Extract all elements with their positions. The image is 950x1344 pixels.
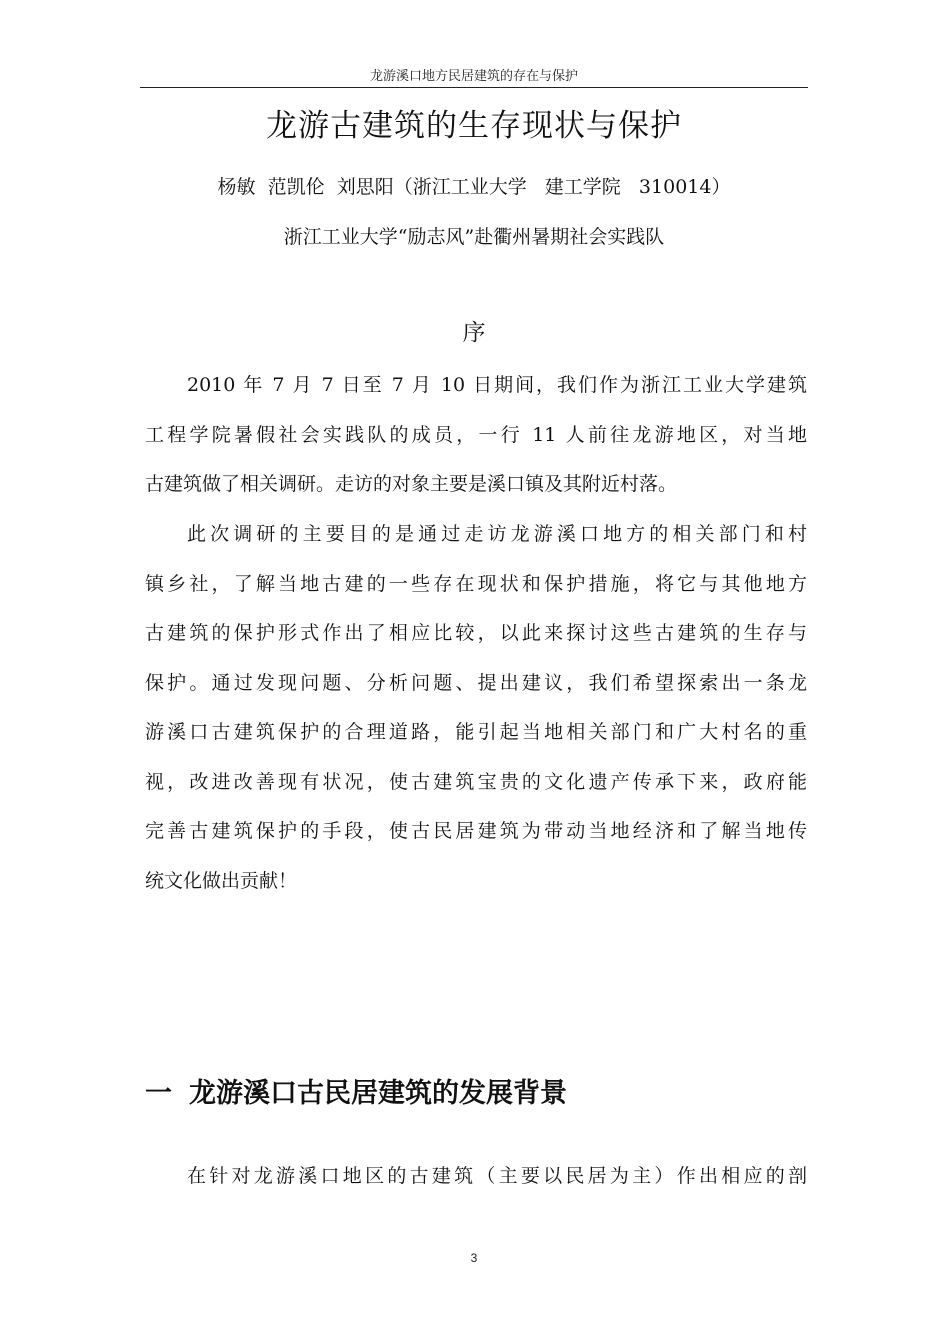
text-line: 视，改进改善现有状况，使古建筑宝贵的文化遗产传承下来，政府能 — [145, 770, 807, 793]
running-header: 龙游溪口地方民居建筑的存在与保护 — [369, 69, 578, 84]
header-rule — [140, 87, 808, 88]
text-line: 统文化做出贡献！ — [145, 869, 298, 892]
text-line: 保护。通过发现问题、分析问题、提出建议，我们希望探索出一条龙 — [145, 671, 807, 694]
preface-paragraph-1 — [145, 361, 807, 510]
text-line: 2010 年 7 月 7 日至 7 月 10 日期间，我们作为浙江工业大学建筑 — [187, 374, 807, 396]
text-line: 完善古建筑保护的手段，使古民居建筑为带动当地经济和了解当地传 — [145, 820, 807, 842]
text-line: 在针对龙游溪口地区的古建筑（主要以民居为主）作出相应的剖 — [187, 1165, 807, 1187]
text-line: 古建筑做了相关调研。走访的对象主要是溪口镇及其附近村落。 — [145, 473, 678, 495]
text-line: 此次调研的主要目的是通过走访龙游溪口地方的相关部门和村 — [187, 523, 807, 545]
authors-line: 杨敏 范凯伦 刘思阳（浙江工业大学 建工学院 310014） — [217, 176, 731, 198]
page-number: 3 — [470, 1251, 478, 1265]
text-line: 古建筑的保护形式作出了相应比较，以此来探讨这些古建筑的生存与 — [145, 622, 807, 644]
text-line: 工程学院暑假社会实践队的成员，一行 11 人前往龙游地区，对当地 — [145, 423, 807, 446]
text-line: 镇乡社，了解当地古建的一些存在现状和保护措施，将它与其他地方 — [145, 572, 807, 595]
team-line: 浙江工业大学“励志风”赴衢州暑期社会实践队 — [283, 226, 665, 248]
section-paragraph-1 — [145, 1152, 807, 1202]
text-line: 游溪口古建筑保护的合理道路，能引起当地相关部门和广大村名的重 — [145, 721, 807, 743]
section-heading — [145, 1076, 567, 1112]
section-title: 龙游溪口古民居建筑的发展背景 — [189, 1078, 567, 1109]
preface-paragraph-2 — [145, 510, 807, 906]
section-number: 一 — [145, 1078, 172, 1109]
document-title: 龙游古建筑的生存现状与保护 — [266, 108, 682, 144]
preface-heading: 序 — [462, 320, 486, 346]
